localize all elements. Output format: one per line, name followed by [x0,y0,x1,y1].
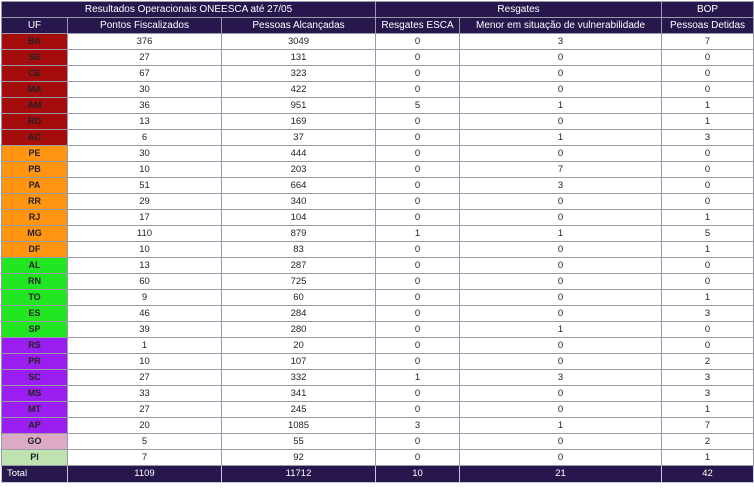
resgates-cell: 3 [376,418,460,434]
table-row [2,50,754,66]
column-header-row [2,18,754,34]
pontos-cell: 5 [68,434,222,450]
table-row [2,338,754,354]
pessoas-cell: 169 [222,114,376,130]
table-row [2,210,754,226]
pessoas-cell: 951 [222,98,376,114]
table-row [2,130,754,146]
pessoas-cell: 284 [222,306,376,322]
resgates-cell: 0 [376,194,460,210]
pessoas-cell: 1085 [222,418,376,434]
resgates-cell: 0 [376,210,460,226]
uf-cell: DF [2,242,68,258]
table-row [2,34,754,50]
pessoas-cell: 104 [222,210,376,226]
detidas-cell: 1 [662,114,754,130]
pontos-cell: 10 [68,354,222,370]
resgates-cell: 0 [376,402,460,418]
uf-cell: PB [2,162,68,178]
col-header-pessoas: Pessoas Alcançadas [222,18,376,34]
pessoas-cell: 55 [222,434,376,450]
resgates-cell: 0 [376,50,460,66]
pontos-cell: 10 [68,242,222,258]
pontos-cell: 110 [68,226,222,242]
resgates-cell: 1 [376,226,460,242]
pessoas-cell: 60 [222,290,376,306]
col-header-uf: UF [2,18,68,34]
table-row [2,434,754,450]
pontos-cell: 46 [68,306,222,322]
detidas-cell: 0 [662,66,754,82]
pessoas-cell: 107 [222,354,376,370]
total-label: Total [2,466,68,483]
pessoas-cell: 245 [222,402,376,418]
detidas-cell: 0 [662,178,754,194]
col-header-resgates-esca: Resgates ESCA [376,18,460,34]
total-pontos: 1109 [68,466,222,483]
pessoas-cell: 444 [222,146,376,162]
pontos-cell: 29 [68,194,222,210]
pontos-cell: 27 [68,50,222,66]
pessoas-cell: 340 [222,194,376,210]
pessoas-cell: 83 [222,242,376,258]
detidas-cell: 7 [662,34,754,50]
pessoas-cell: 280 [222,322,376,338]
resgates-cell: 0 [376,130,460,146]
menor-cell: 1 [460,418,662,434]
pontos-cell: 39 [68,322,222,338]
menor-cell: 0 [460,274,662,290]
resgates-cell: 0 [376,434,460,450]
uf-cell: PA [2,178,68,194]
pontos-cell: 1 [68,338,222,354]
menor-cell: 0 [460,66,662,82]
resgates-cell: 0 [376,114,460,130]
table-row [2,402,754,418]
menor-cell: 0 [460,82,662,98]
detidas-cell: 0 [662,50,754,66]
pessoas-cell: 664 [222,178,376,194]
table-row [2,322,754,338]
detidas-cell: 0 [662,274,754,290]
menor-cell: 0 [460,386,662,402]
pessoas-cell: 341 [222,386,376,402]
resgates-cell: 0 [376,354,460,370]
resgates-cell: 0 [376,258,460,274]
menor-cell: 1 [460,98,662,114]
uf-cell: PR [2,354,68,370]
table-row [2,290,754,306]
detidas-cell: 1 [662,98,754,114]
pontos-cell: 376 [68,34,222,50]
pontos-cell: 10 [68,162,222,178]
table-row [2,146,754,162]
resgates-cell: 0 [376,290,460,306]
table-row [2,242,754,258]
pessoas-cell: 203 [222,162,376,178]
pontos-cell: 20 [68,418,222,434]
uf-cell: ES [2,306,68,322]
pontos-cell: 7 [68,450,222,466]
uf-cell: GO [2,434,68,450]
table-row [2,162,754,178]
menor-cell: 0 [460,210,662,226]
menor-cell: 0 [460,114,662,130]
pessoas-cell: 37 [222,130,376,146]
pontos-cell: 13 [68,114,222,130]
detidas-cell: 0 [662,82,754,98]
detidas-cell: 1 [662,242,754,258]
table-row [2,258,754,274]
resgates-cell: 0 [376,274,460,290]
table-row [2,386,754,402]
pessoas-cell: 422 [222,82,376,98]
menor-cell: 0 [460,290,662,306]
pontos-cell: 27 [68,370,222,386]
uf-cell: PI [2,450,68,466]
pessoas-cell: 92 [222,450,376,466]
section-header-row [2,2,754,18]
resgates-cell: 5 [376,98,460,114]
table-row [2,114,754,130]
detidas-cell: 0 [662,258,754,274]
detidas-cell: 1 [662,290,754,306]
col-header-detidas: Pessoas Detidas [662,18,754,34]
menor-cell: 0 [460,306,662,322]
pessoas-cell: 131 [222,50,376,66]
pessoas-cell: 3049 [222,34,376,50]
menor-cell: 0 [460,258,662,274]
detidas-cell: 2 [662,354,754,370]
menor-cell: 0 [460,450,662,466]
resgates-cell: 0 [376,242,460,258]
uf-cell: CE [2,66,68,82]
menor-cell: 1 [460,130,662,146]
detidas-cell: 0 [662,146,754,162]
pontos-cell: 36 [68,98,222,114]
section-bop-header: BOP [662,2,754,18]
menor-cell: 3 [460,178,662,194]
uf-cell: MA [2,82,68,98]
pontos-cell: 9 [68,290,222,306]
uf-cell: SC [2,370,68,386]
uf-cell: MG [2,226,68,242]
table-row [2,194,754,210]
pontos-cell: 27 [68,402,222,418]
uf-cell: MT [2,402,68,418]
menor-cell: 0 [460,194,662,210]
detidas-cell: 3 [662,130,754,146]
resgates-cell: 0 [376,306,460,322]
menor-cell: 0 [460,354,662,370]
detidas-cell: 0 [662,322,754,338]
resgates-cell: 0 [376,66,460,82]
pontos-cell: 67 [68,66,222,82]
table-body [2,34,754,466]
menor-cell: 1 [460,226,662,242]
resgates-cell: 0 [376,34,460,50]
menor-cell: 0 [460,146,662,162]
pessoas-cell: 332 [222,370,376,386]
detidas-cell: 3 [662,306,754,322]
table-row [2,66,754,82]
detidas-cell: 1 [662,402,754,418]
uf-cell: RS [2,338,68,354]
table-row [2,82,754,98]
section-resgates-header: Resgates [376,2,662,18]
pontos-cell: 60 [68,274,222,290]
uf-cell: BA [2,34,68,50]
resgates-cell: 0 [376,386,460,402]
table-row [2,450,754,466]
total-pessoas: 11712 [222,466,376,483]
total-menor: 21 [460,466,662,483]
pessoas-cell: 20 [222,338,376,354]
menor-cell: 0 [460,434,662,450]
menor-cell: 0 [460,402,662,418]
pontos-cell: 30 [68,82,222,98]
uf-cell: AC [2,130,68,146]
uf-cell: MS [2,386,68,402]
table-row [2,370,754,386]
table-row [2,418,754,434]
resgates-cell: 0 [376,338,460,354]
total-row [2,466,754,483]
table-row [2,354,754,370]
total-resgates: 10 [376,466,460,483]
detidas-cell: 1 [662,210,754,226]
resgates-cell: 0 [376,450,460,466]
col-header-menor: Menor em situação de vulnerabilidade [460,18,662,34]
section-ops-header: Resultados Operacionais ONEESCA até 27/05 [2,2,376,18]
uf-cell: RJ [2,210,68,226]
menor-cell: 3 [460,370,662,386]
resgates-cell: 0 [376,146,460,162]
uf-cell: AP [2,418,68,434]
pontos-cell: 51 [68,178,222,194]
pessoas-cell: 323 [222,66,376,82]
total-detidas: 42 [662,466,754,483]
uf-cell: PE [2,146,68,162]
menor-cell: 0 [460,242,662,258]
table-row [2,274,754,290]
detidas-cell: 0 [662,194,754,210]
table-row [2,306,754,322]
col-header-pontos: Pontos Fiscalizados [68,18,222,34]
detidas-cell: 3 [662,386,754,402]
pontos-cell: 6 [68,130,222,146]
table-row [2,98,754,114]
detidas-cell: 1 [662,450,754,466]
resgates-cell: 0 [376,162,460,178]
resgates-cell: 0 [376,178,460,194]
pessoas-cell: 879 [222,226,376,242]
detidas-cell: 5 [662,226,754,242]
detidas-cell: 2 [662,434,754,450]
uf-cell: SE [2,50,68,66]
uf-cell: AM [2,98,68,114]
resgates-cell: 0 [376,82,460,98]
operations-results-table [1,1,754,483]
pontos-cell: 30 [68,146,222,162]
uf-cell: SP [2,322,68,338]
table-row [2,226,754,242]
uf-cell: TO [2,290,68,306]
table-row [2,178,754,194]
menor-cell: 3 [460,34,662,50]
pontos-cell: 33 [68,386,222,402]
detidas-cell: 0 [662,162,754,178]
detidas-cell: 7 [662,418,754,434]
menor-cell: 7 [460,162,662,178]
resgates-cell: 1 [376,370,460,386]
pessoas-cell: 725 [222,274,376,290]
pessoas-cell: 287 [222,258,376,274]
uf-cell: RR [2,194,68,210]
menor-cell: 0 [460,50,662,66]
pontos-cell: 17 [68,210,222,226]
pontos-cell: 13 [68,258,222,274]
menor-cell: 0 [460,338,662,354]
uf-cell: RN [2,274,68,290]
uf-cell: RO [2,114,68,130]
detidas-cell: 0 [662,338,754,354]
resgates-cell: 0 [376,322,460,338]
uf-cell: AL [2,258,68,274]
menor-cell: 1 [460,322,662,338]
detidas-cell: 3 [662,370,754,386]
